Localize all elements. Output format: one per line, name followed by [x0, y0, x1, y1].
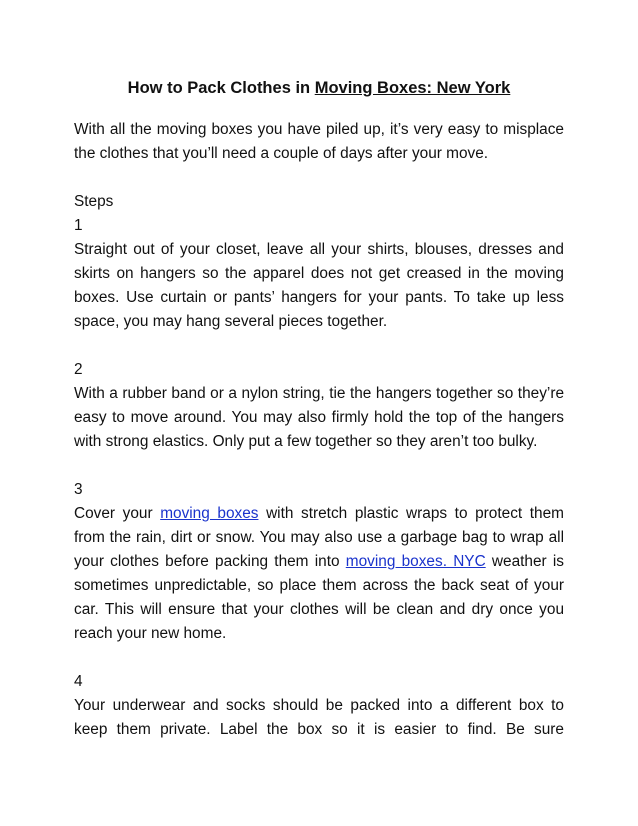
step-3-text-part3: weather is sometimes unpredictable, so place them across the back seat of your car. This will ensure that your clothes will be clean and dry once you reach your new home. — [74, 553, 565, 642]
title-prefix: How to Pack Clothes in — [127, 79, 315, 97]
spacer — [74, 646, 564, 670]
document-page — [74, 76, 564, 742]
step-2-text: With a rubber band or a nylon string, tie the hangers together so they’re easy to move around. You may also firmly hold the top of the hangers with strong elastics. Only put a few together so they aren’t too bulky. — [74, 385, 564, 450]
step-1-text: Straight out of your closet, leave all your shirts, blouses, dresses and skirts on hangers so the apparel does not get creased in the moving boxes. Use curtain or pants’ hangers for your pants. To take up less space, you may hang several pieces together. — [74, 241, 564, 330]
step-3-number: 3 — [74, 481, 83, 498]
steps-heading: Steps — [74, 193, 114, 210]
step-2-number: 2 — [74, 361, 83, 378]
intro-paragraph: With all the moving boxes you have piled up, it’s very easy to misplace the clothes that you’ll need a couple of days after your move. — [74, 121, 564, 162]
step-3-text-part1: Cover your — [74, 505, 161, 522]
page-title — [74, 76, 564, 100]
step-3-text — [74, 502, 564, 646]
step-4-number: 4 — [74, 673, 83, 690]
spacer — [74, 454, 564, 478]
moving-boxes-link[interactable]: moving boxes — [160, 505, 259, 522]
title-underlined: Moving Boxes: New York — [314, 79, 511, 97]
spacer — [74, 334, 564, 358]
moving-boxes-nyc-link[interactable]: moving boxes. NYC — [345, 553, 486, 570]
step-4-text: Your underwear and socks should be packed into a different box to keep them private. Label the box so it is easier to find. Be sure — [74, 697, 564, 738]
step-1-number: 1 — [74, 217, 83, 234]
spacer — [74, 166, 564, 190]
step-3-text-part2: with stretch plastic wraps to protect them from the rain, dirt or snow. You may also use a garbage bag to wrap all your clothes before packing them into — [74, 505, 564, 570]
